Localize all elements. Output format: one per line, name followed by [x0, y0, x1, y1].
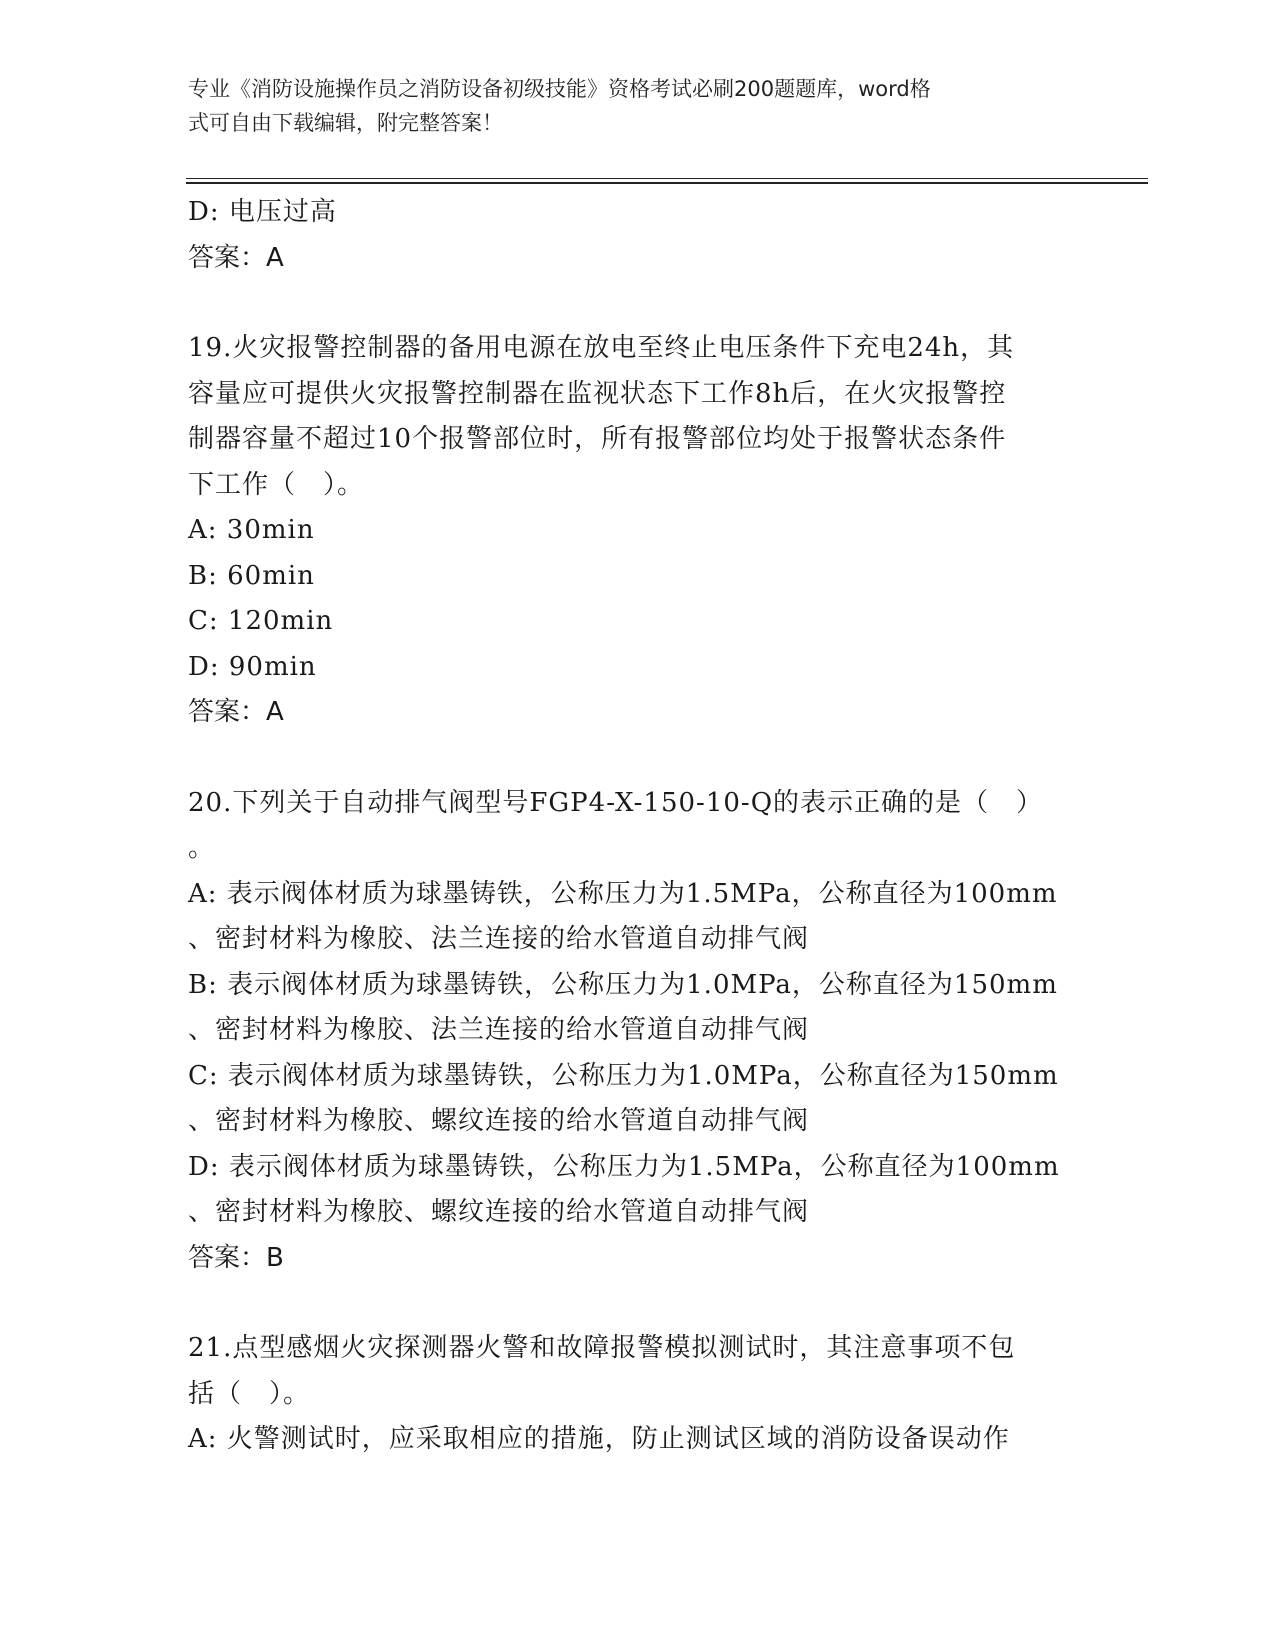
- option-c-continued: 、密封材料为橡胶、螺纹连接的给水管道自动排气阀: [188, 1106, 810, 1136]
- header-line-1: 专业《消防设施操作员之消防设备初级技能》资格考试必刷200题题库，word格: [188, 77, 931, 101]
- answer: 答案：A: [188, 242, 284, 273]
- option-d: D: 表示阀体材质为球墨铸铁，公称压力为1.5MPa，公称直径为100mm: [188, 1151, 1060, 1182]
- answer: 答案：B: [188, 1242, 284, 1273]
- option-d: D: 电压过高: [188, 197, 337, 227]
- question-20: [188, 781, 1088, 1282]
- spacer: [188, 1281, 1088, 1326]
- question-text-line: 。: [188, 833, 216, 863]
- option-c: C: 表示阀体材质为球墨铸铁，公称压力为1.0MPa，公称直径为150mm: [188, 1060, 1059, 1091]
- header-divider-thin: [186, 178, 1148, 179]
- question-text-line: 19.火灾报警控制器的备用电源在放电至终止电压条件下充电24h，其: [188, 333, 1015, 363]
- question-21: [188, 1326, 1088, 1463]
- answer: 答案：A: [188, 697, 284, 727]
- document-header: [188, 72, 1068, 140]
- question-text-line: 下工作（ ）。: [188, 469, 365, 500]
- option-b: B: 60min: [188, 560, 315, 591]
- header-line-2: 式可自由下载编辑，附完整答案！: [188, 111, 503, 135]
- option-c: C: 120min: [188, 606, 334, 636]
- option-b: B: 表示阀体材质为球墨铸铁，公称压力为1.0MPa，公称直径为150mm: [188, 969, 1058, 1000]
- option-a: A: 30min: [188, 515, 315, 545]
- option-a-continued: 、密封材料为橡胶、法兰连接的给水管道自动排气阀: [188, 924, 810, 954]
- question-text-line: 21.点型感烟火灾探测器火警和故障报警模拟测试时，其注意事项不包: [188, 1333, 1016, 1363]
- option-a: A: 表示阀体材质为球墨铸铁，公称压力为1.5MPa，公称直径为100mm: [188, 878, 1058, 909]
- option-d-continued: 、密封材料为橡胶、螺纹连接的给水管道自动排气阀: [188, 1197, 810, 1227]
- question-19: [188, 326, 1088, 736]
- question-text-line: 制器容量不超过10个报警部位时，所有报警部位均处于报警状态条件: [188, 424, 1007, 454]
- option-d: D: 90min: [188, 651, 317, 682]
- question-text-line: 容量应可提供火灾报警控制器在监视状态下工作8h后，在火灾报警控: [188, 378, 1007, 409]
- header-divider-thick: [186, 182, 1148, 184]
- question-text-line: 20.下列关于自动排气阀型号FGP4-X-150-10-Q的表示正确的是（ ）: [188, 787, 1044, 818]
- document-body: [188, 190, 1088, 1463]
- question-text-line: 括（ ）。: [188, 1378, 311, 1409]
- option-a: A: 火警测试时，应采取相应的措施，防止测试区域的消防设备误动作: [188, 1424, 1010, 1454]
- option-b-continued: 、密封材料为橡胶、法兰连接的给水管道自动排气阀: [188, 1015, 810, 1045]
- spacer: [188, 281, 1088, 326]
- spacer: [188, 736, 1088, 781]
